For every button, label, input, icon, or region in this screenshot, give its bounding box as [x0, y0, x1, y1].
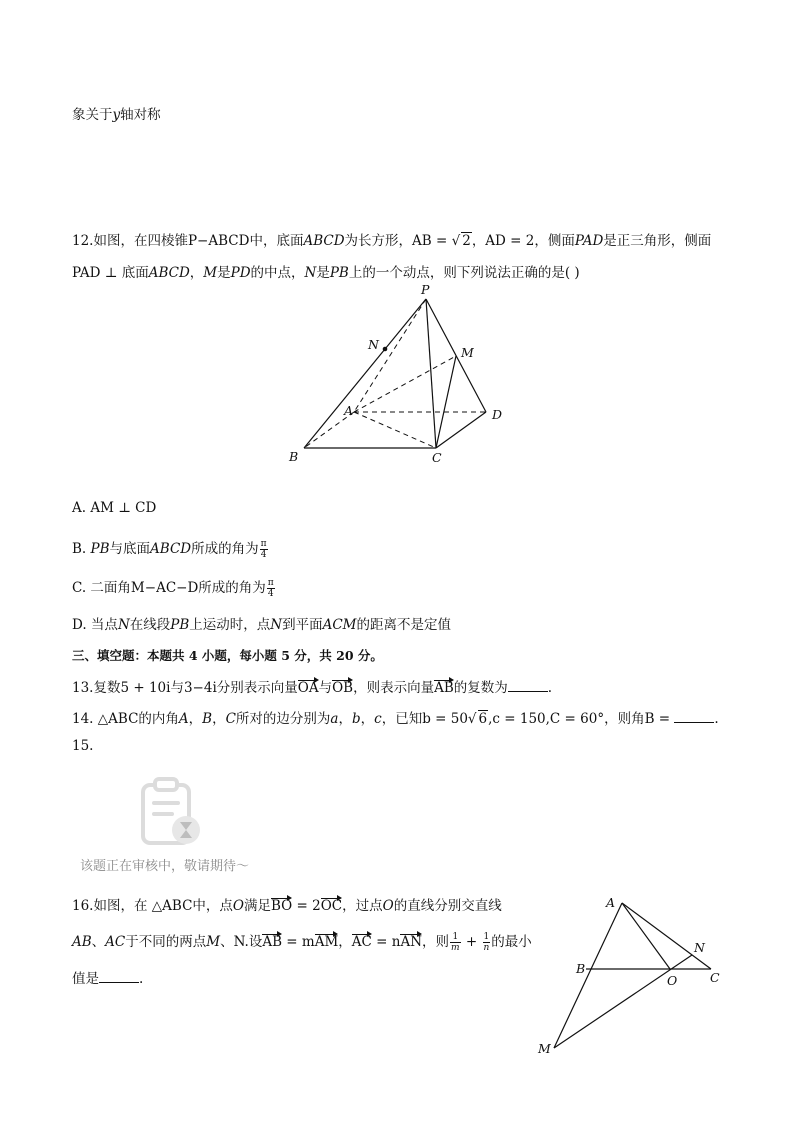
q12-text: PAD ⊥ 底面 [72, 265, 149, 281]
label-A: A [344, 403, 354, 418]
edge-PD [426, 299, 486, 412]
label-B: B [576, 961, 586, 976]
q12-text: 12.如图，在四棱锥P−ABCD中，底面 [72, 233, 304, 249]
frac-numerator: 1 [450, 932, 461, 943]
frac-denominator: m [451, 943, 460, 953]
q12-var: ABCD [148, 265, 190, 281]
label-O: O [667, 973, 678, 988]
option-c-fraction [267, 578, 275, 599]
q14-var: a [330, 711, 339, 727]
frac-numerator: π [260, 539, 267, 549]
q16-var: AB [72, 934, 92, 950]
sqrt-sign: √ [467, 711, 477, 727]
option-b-var: PB [90, 541, 110, 557]
vector-OC: OC [320, 898, 343, 914]
vector-OA: OA [297, 680, 319, 696]
fragment-text-end: 轴对称 [120, 107, 161, 123]
q12-text: 是正三角形，侧面 [603, 233, 712, 249]
label-N: N [694, 940, 705, 955]
q14-text: 14. △ABC的内角 [72, 711, 179, 727]
q13-line [72, 676, 552, 696]
q12-var: ABCD [303, 233, 345, 249]
q14-text: ， [212, 711, 226, 727]
q16-text: 、N.设 [220, 934, 263, 950]
q12-option-c [72, 576, 276, 599]
q12-pyramid-figure [280, 280, 520, 470]
pending-review-icon [134, 776, 214, 848]
q12-var: PB [329, 265, 349, 281]
option-b-text: B. [72, 541, 91, 557]
q16-text: ， [338, 934, 352, 950]
q12-text: 上的一个动点，则下列说法正确的是( ) [348, 265, 580, 281]
label-N: N [368, 337, 379, 352]
point-N [383, 347, 388, 352]
q16-text: ，过点 [342, 898, 383, 914]
q13-text: 的复数为 [453, 680, 508, 696]
q12-line2 [72, 261, 580, 281]
option-d-var: PB [170, 617, 190, 633]
q16-text: 于不同的两点 [125, 934, 207, 950]
q12-text: ，AD = 2，侧面 [471, 233, 575, 249]
q12-text: 是 [316, 265, 330, 281]
q16-line1 [72, 894, 502, 914]
q16-line2 [72, 930, 532, 953]
vector-AB: AB [262, 934, 283, 950]
sqrt-sign: √ [451, 233, 461, 249]
edge-AM [354, 356, 456, 412]
frac-denominator: 4 [267, 589, 274, 599]
sqrt-radicand: 6 [478, 711, 488, 727]
q14-var: b [351, 711, 361, 727]
label-D: D [492, 407, 503, 422]
line-A-M [554, 903, 622, 1048]
edge-CD [436, 412, 486, 448]
frac-denominator: 4 [260, 550, 267, 560]
q14-var: B [202, 711, 213, 727]
q15-number: 15. [72, 738, 94, 754]
vector-BO: BO [270, 898, 293, 914]
q12-line1 [72, 229, 711, 249]
q14-text: 所对的边分别为 [235, 711, 331, 727]
option-b-text: 所成的角为 [191, 541, 259, 557]
q16-var: O [382, 898, 394, 914]
q15-line [72, 738, 93, 754]
q16-text: 、 [91, 934, 106, 950]
q16-text: 满足 [243, 898, 271, 914]
vector-AC: AC [351, 934, 372, 950]
vector-AB: AB [434, 680, 454, 696]
q14-text: . [714, 711, 719, 727]
edge-PC [426, 299, 436, 448]
fragment-var: y [112, 107, 121, 123]
option-d-var: N [117, 617, 130, 633]
option-b-var: ABCD [150, 541, 192, 557]
option-d-text: 上运动时，点 [189, 617, 271, 633]
q12-var: N [304, 265, 317, 281]
q12-text: 是 [217, 265, 231, 281]
option-d-var: ACM [322, 617, 357, 633]
q12-text: ， [189, 265, 204, 281]
q13-text: ，则表示向量 [353, 680, 435, 696]
label-A: A [606, 895, 616, 910]
q16-triangle-figure [530, 890, 730, 1060]
fraction-1-over-n [483, 932, 491, 953]
top-fragment-line [72, 103, 161, 123]
option-d-text: 在线段 [129, 617, 171, 633]
q14-var: C [225, 711, 236, 727]
q12-option-d [72, 613, 451, 633]
q16-line3 [72, 967, 143, 987]
q16-text: . [139, 971, 144, 987]
q16-var: AC [105, 934, 126, 950]
q14-var: c [374, 711, 382, 727]
option-b-fraction [260, 539, 268, 560]
vector-AN: AN [400, 934, 423, 950]
label-C: C [710, 970, 720, 985]
q12-var: PD [230, 265, 251, 281]
vector-OB: OB [332, 680, 354, 696]
q12-option-b [72, 537, 269, 560]
sqrt-radicand: 2 [462, 233, 471, 249]
q12-text: 为长方形，AB = [344, 233, 452, 249]
q12-var: PAD [574, 233, 604, 249]
q14-line [72, 707, 719, 727]
pending-review-text: 该题正在审核中，敬请期待～ [80, 859, 250, 874]
frac-numerator: 1 [483, 932, 490, 942]
q16-text: + [461, 934, 482, 950]
q14-var: A [178, 711, 189, 727]
section-3-heading [72, 646, 383, 664]
label-C: C [432, 450, 442, 465]
frac-numerator: π [267, 578, 274, 588]
edge-CM [436, 356, 456, 448]
option-d-text: D. 当点 [72, 617, 118, 633]
frac-denominator: n [483, 943, 490, 953]
q12-var: M [203, 265, 218, 281]
q13-text: 13.复数5 + 10i与3−4i分别表示向量 [72, 680, 298, 696]
option-b-text: 与底面 [109, 541, 151, 557]
option-d-text: 到平面 [282, 617, 323, 633]
q16-text: 16.如图，在 △ABC中，点 [72, 898, 233, 914]
q14-text: ， [360, 711, 375, 727]
edge-PB [304, 299, 426, 448]
answer-blank[interactable] [99, 970, 139, 983]
q13-text: 与 [318, 680, 333, 696]
option-d-var: N [270, 617, 283, 633]
label-M: M [461, 345, 474, 360]
option-d-text: 的距离不是定值 [356, 617, 451, 633]
q14-text: ，已知b = 50 [381, 711, 468, 727]
q16-text: = m [282, 934, 315, 950]
q16-text: 的直线分别交直线 [393, 898, 502, 914]
line-A-O [622, 903, 670, 969]
q16-text: = 2 [292, 898, 321, 914]
q16-text: ，则 [422, 934, 450, 950]
fragment-text: 象关于 [72, 107, 113, 123]
q13-text: . [547, 680, 553, 696]
section-3-text: 三、填空题：本题共 4 小题，每小题 5 分，共 20 分。 [72, 648, 383, 663]
q16-text: 的最小 [491, 934, 532, 950]
edge-PA [354, 299, 426, 412]
vector-AM: AM [314, 934, 339, 950]
option-a-text: A. AM ⊥ CD [72, 500, 157, 516]
q12-text: 的中点， [250, 265, 305, 281]
q14-text: ,c = 150,C = 60°，则角B = [488, 711, 675, 727]
q14-text: ， [338, 711, 352, 727]
q16-text: 值是 [72, 971, 99, 987]
q16-var: O [232, 898, 244, 914]
q16-var: M [206, 934, 221, 950]
q14-text: ， [188, 711, 203, 727]
q16-text: = n [371, 934, 401, 950]
edge-AC [354, 412, 436, 448]
label-B: B [289, 449, 299, 464]
label-P: P [421, 282, 430, 297]
option-c-text: C. 二面角M−AC−D所成的角为 [72, 580, 266, 596]
q12-option-a [72, 500, 156, 516]
fraction-1-over-m [450, 932, 461, 953]
label-M: M [538, 1041, 551, 1056]
line-A-C [622, 903, 711, 969]
answer-blank[interactable] [508, 679, 548, 692]
answer-blank[interactable] [674, 710, 714, 723]
